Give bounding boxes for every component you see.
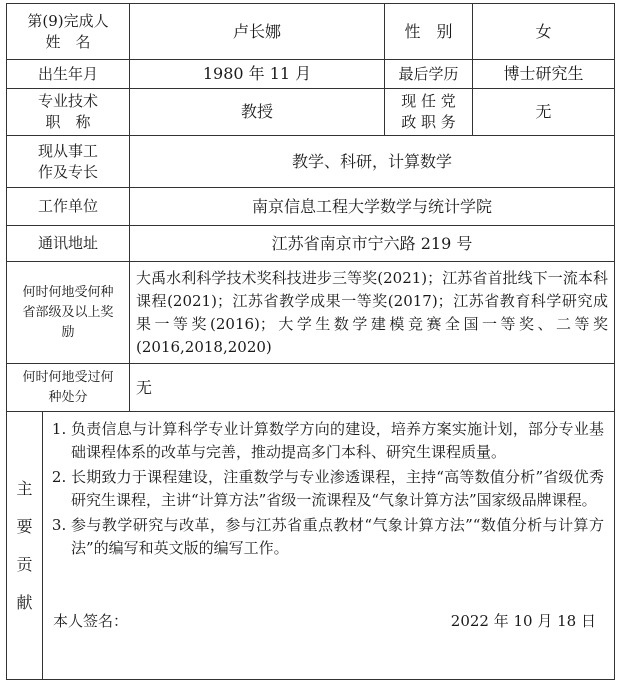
contribution-table — [6, 411, 615, 680]
signature-label: 本人签名： — [53, 612, 129, 630]
contribution-label-char2: 要 — [16, 516, 33, 536]
name-label-line1: 第(9)完成人 — [27, 11, 109, 30]
signature-line — [49, 610, 604, 633]
contribution-item: 2. 长期致力于课程建设，注重数学与专业渗透课程，主持“高等数值分析”省级优秀研究生课程，主讲“计算方法”省级一流课程及“气象计算方法”国家级品牌课程。 — [71, 466, 604, 512]
name-value: 卢长娜 — [130, 4, 385, 60]
award-label-line1: 何时何地受何种 — [22, 284, 114, 300]
contribution-content — [43, 412, 615, 680]
row-title — [7, 89, 615, 136]
title-label — [7, 89, 130, 136]
row-address — [7, 226, 615, 262]
birth-label: 出生年月 — [7, 60, 130, 89]
row-contribution — [7, 412, 615, 680]
address-value: 江苏省南京市宁六路 219 号 — [130, 226, 615, 262]
name-label-line2: 姓 名 — [45, 32, 91, 51]
address-label: 通讯地址 — [7, 226, 130, 262]
title-label-line1: 专业技术 — [37, 92, 98, 110]
degree-label: 最后学历 — [385, 60, 473, 89]
birth-value: 1980 年 11 月 — [130, 60, 385, 89]
work-label-line1: 现从事工 — [37, 141, 98, 160]
row-name — [7, 4, 615, 60]
title-value: 教授 — [130, 89, 385, 136]
party-value: 无 — [473, 89, 615, 136]
row-work — [7, 136, 615, 188]
party-label-line2: 政 职 务 — [401, 113, 456, 131]
row-unit — [7, 188, 615, 226]
contribution-list — [49, 418, 604, 560]
party-label — [385, 89, 473, 136]
unit-value: 南京信息工程大学数学与统计学院 — [130, 188, 615, 226]
name-label — [7, 4, 130, 60]
contribution-label-char1: 主 — [16, 478, 33, 498]
award-form — [6, 3, 614, 684]
party-label-line1: 现 任 党 — [401, 92, 456, 110]
contribution-label-char4: 献 — [16, 592, 33, 612]
degree-value: 博士研究生 — [473, 60, 615, 89]
award-label-line3: 励 — [61, 324, 75, 340]
contribution-label-char3: 贡 — [16, 554, 33, 574]
signature-date: 2022 年 10 月 18 日 — [450, 612, 596, 630]
contribution-item: 3. 参与教学研究与改革，参与江苏省重点教材“气象计算方法”“数值分析与计算方法”的编写和英文版的编写工作。 — [71, 514, 604, 560]
title-label-line2: 职 称 — [45, 113, 91, 131]
punish-label — [7, 364, 130, 412]
punish-label-line1: 何时何地受过何 — [22, 369, 114, 385]
gender-value: 女 — [473, 4, 615, 60]
unit-label: 工作单位 — [7, 188, 130, 226]
row-award — [7, 262, 615, 364]
form-table — [6, 3, 615, 412]
row-punish — [7, 364, 615, 412]
work-value: 教学、科研，计算数学 — [130, 136, 615, 188]
row-birth — [7, 60, 615, 89]
punish-value: 无 — [130, 364, 615, 412]
contribution-label — [7, 412, 43, 680]
award-label-line2: 省部级及以上奖 — [22, 304, 114, 320]
award-label — [7, 262, 130, 364]
work-label-line2: 作及专长 — [37, 162, 98, 181]
work-label — [7, 136, 130, 188]
award-value: 大禹水利科学技术奖科技进步三等奖(2021)；江苏省首批线下一流本科课程(2021)；江苏省教学成果一等奖(2017)；江苏省教育科学研究成果一等奖(2016)；大学生数学建模竞赛全国一等奖、二等奖(2016,2018,2020) — [130, 262, 615, 364]
contribution-item: 1. 负责信息与计算科学专业计算数学方向的建设，培养方案实施计划，部分专业基础课程体系的改革与完善，推动提高多门本科、研究生课程质量。 — [71, 418, 604, 464]
punish-label-line2: 种处分 — [48, 389, 88, 405]
gender-label: 性 别 — [385, 4, 473, 60]
